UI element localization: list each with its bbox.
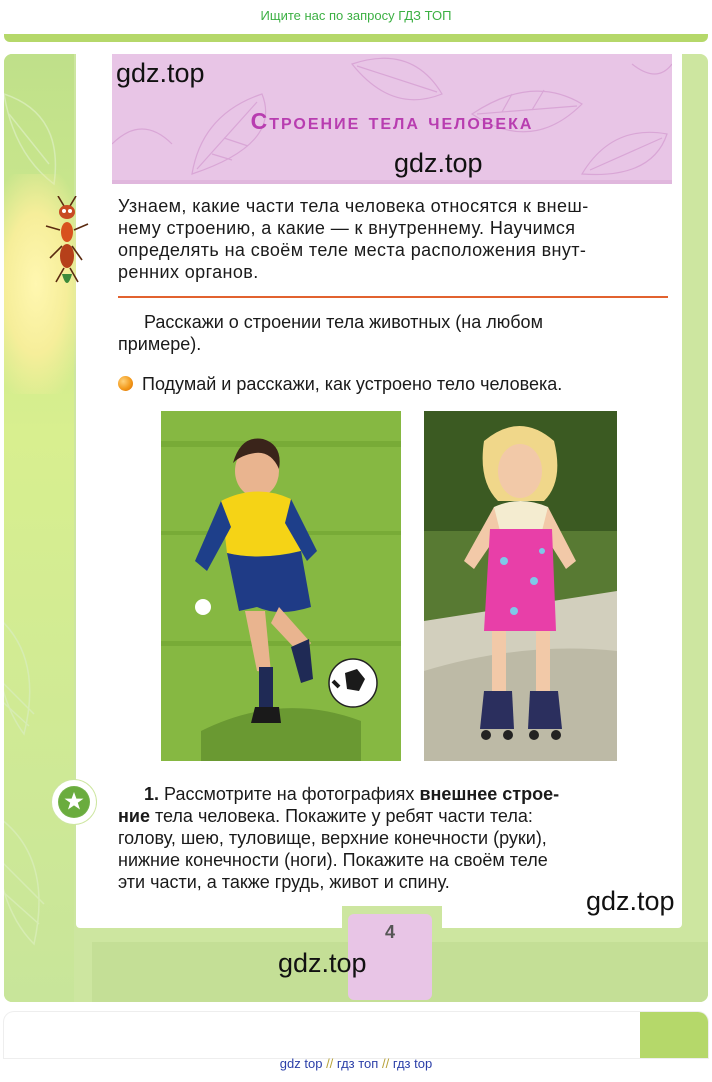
footer-links <box>0 1056 712 1071</box>
task-line: тела человека. Покажите у ребят части тела: <box>154 806 533 826</box>
lesson-title: Строение тела человека <box>250 108 534 134</box>
footer-link[interactable]: гдз top <box>392 1056 433 1071</box>
lesson-intro <box>118 195 668 283</box>
question-line: Расскажи о строении тела животных (на любом <box>144 312 543 332</box>
next-page-preview <box>4 1012 708 1058</box>
task-number: 1. <box>144 784 160 804</box>
textbook-page <box>4 54 708 1002</box>
watermark: gdz.top <box>586 886 675 916</box>
task-line: эти части, а также грудь, живот и спину. <box>118 872 450 892</box>
top-banner[interactable] <box>0 0 712 34</box>
question-animals <box>118 311 668 355</box>
page-number: 4 <box>384 922 395 942</box>
task-bold-term-end: ние <box>118 806 150 826</box>
question-human-body: Подумай и расскажи, как устроено тело человека. <box>142 374 563 394</box>
watermark: gdz.top <box>116 58 205 88</box>
intro-line: определять на своём теле места расположения внут- <box>118 240 587 260</box>
footer-separator: // <box>381 1056 390 1071</box>
intro-line: нему строению, а какие — к внутреннему. Научимся <box>118 218 576 238</box>
question-line: примере). <box>118 334 202 354</box>
previous-page-strip <box>4 34 708 42</box>
task-1 <box>118 783 668 893</box>
intro-line: Узнаем, какие части тела человека относятся к внеш- <box>118 196 589 216</box>
task-bold-term: внешнее строе- <box>419 784 560 804</box>
next-page-tab <box>640 1012 708 1058</box>
task-line: голову, шею, туловище, верхние конечности (руки), <box>118 828 547 848</box>
photo-boy-football <box>161 411 401 761</box>
task-lead: Рассмотрите на фотографиях <box>164 784 415 804</box>
orange-bullet-icon <box>118 376 133 391</box>
girl-illustration-icon <box>424 411 617 761</box>
intro-line: ренних органов. <box>118 262 259 282</box>
footer-link[interactable]: гдз топ <box>336 1056 379 1071</box>
watermark: gdz.top <box>394 148 483 178</box>
search-hint-text[interactable]: Ищите нас по запросу ГДЗ ТОП <box>260 8 452 23</box>
boy-illustration-icon <box>161 411 401 761</box>
ant-mascot-icon <box>42 196 92 292</box>
task-star-icon <box>52 780 96 824</box>
task-line: нижние конечности (ноги). Покажите на своём теле <box>118 850 548 870</box>
footer-link[interactable]: gdz top <box>279 1056 323 1071</box>
photo-girl-rollerblades <box>424 411 617 761</box>
footer-separator: // <box>326 1056 334 1071</box>
watermark: gdz.top <box>278 948 367 978</box>
section-divider <box>118 296 668 298</box>
star-icon <box>58 786 90 818</box>
